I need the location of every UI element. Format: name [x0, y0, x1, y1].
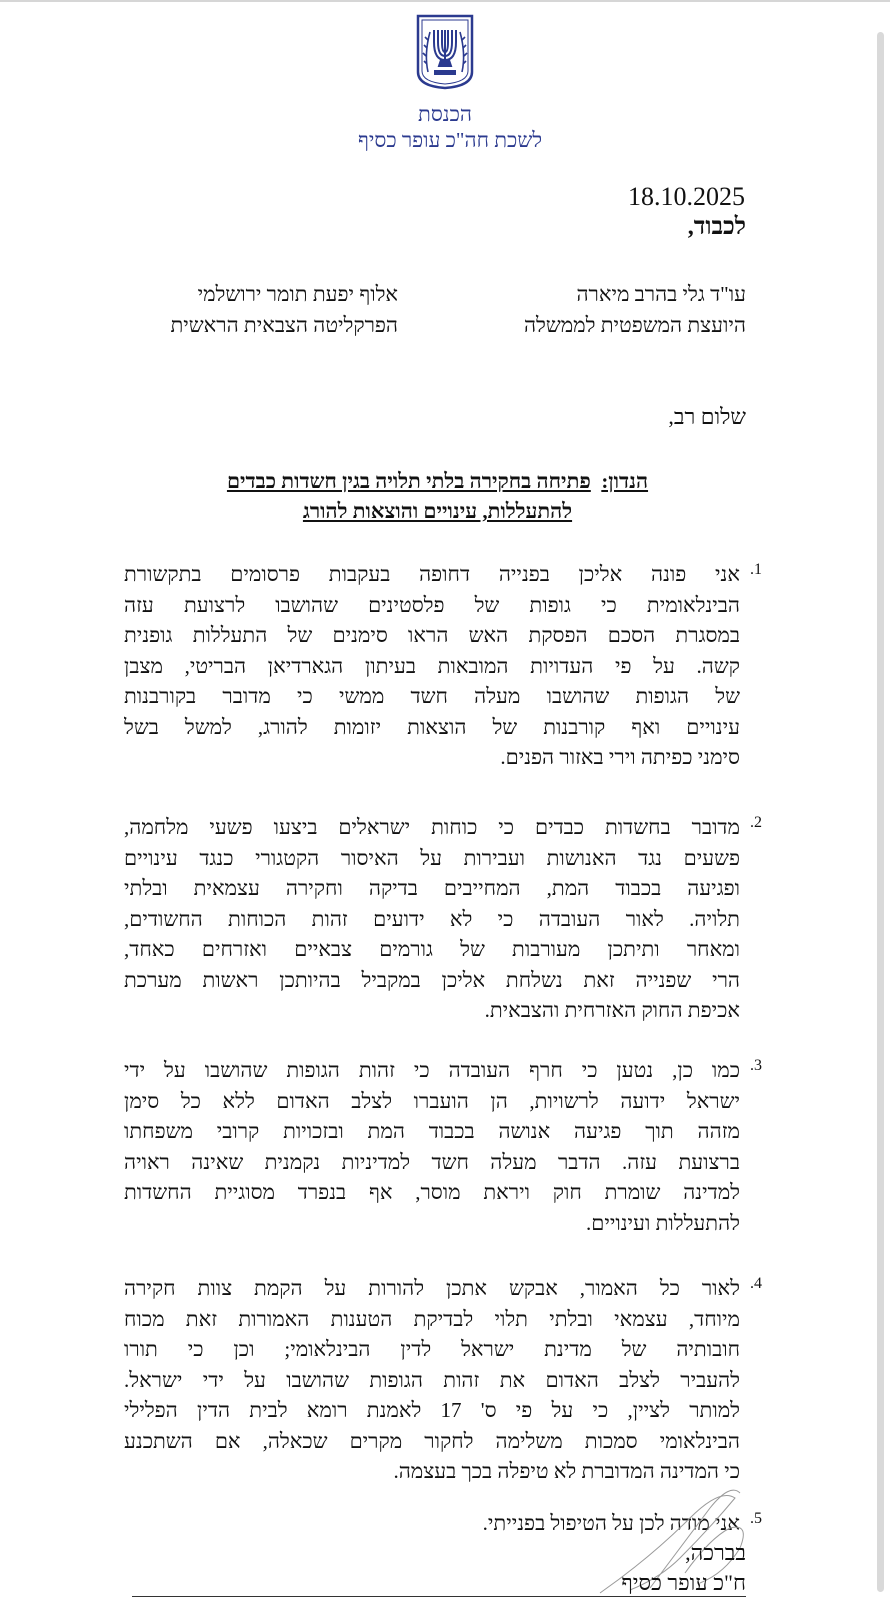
paragraph-line: ופגיעה בכבוד המת, המחייבים בדיקה וחקירה עצמאית ובלתי [124, 876, 740, 900]
paragraph-line: הרי שפנייה זאת נשלחת אליכן במקביל בהיותכן ראשות מערכת [124, 967, 740, 992]
subject-line-1 [130, 466, 745, 496]
paragraph-3 [124, 1055, 762, 1238]
paragraph-1 [124, 559, 762, 773]
paragraph-line: קשה. על פי העדויות המובאות בעיתון הגארדיאן הבריטי, מצבן [124, 653, 740, 678]
paragraph-line: מדובר בחשדות כבדים כי כוחות ישראלים ביצעו פשעי מלחמה, [124, 815, 740, 839]
subject-line-2 [130, 496, 745, 526]
letter-date: 18.10.2025 [628, 182, 745, 211]
closing-regards: בברכה, [685, 1540, 746, 1565]
recipient-2-name: אלוף יפעת תומר ירושלמי [197, 282, 398, 306]
subject-text-1: פתיחה בחקירה בלתי תלויה בגין חשדות כבדים [226, 469, 591, 493]
paragraph-line: ישראל ידועה לרשויות, הן הועברו לצלב האדום ללא כל סימן [124, 1088, 740, 1113]
paragraph-line: כי המדינה המדוברת לא טיפלה בכך בעצמה. [393, 1459, 740, 1483]
recipient-1-name: עו"ד גלי בהרב מיארה [576, 282, 746, 306]
letterhead-office: לשכת חה"כ עופר כסיף [357, 128, 543, 152]
menorah-emblem-icon [414, 14, 476, 90]
paragraph-line: למותר לציין, כי על פי ס' 17 לאמנת רומא לבית הדין הפלילי [124, 1398, 740, 1422]
paragraph-number: 2. [750, 814, 762, 831]
paragraph-line: לאור כל האמור, אבקש אתכן להורות על הקמת צוות חקירה [124, 1276, 740, 1300]
paragraph-line: אכיפת החוק האזרחית והצבאית. [484, 998, 740, 1022]
paragraph-number: 1. [750, 561, 762, 578]
paragraph-line: אני מודה לכן על הטיפול בפנייתי. [482, 1511, 740, 1535]
vertical-scrollbar[interactable] [877, 32, 884, 1592]
paragraph-line: תלויה. לאור העובדה כי לא ידועים זהות הכוחות החשודים, [124, 906, 740, 931]
paragraph-line: פשעים נגד האנושות ועבירות על האיסור הקטגורי כנגד עינויים [124, 845, 740, 870]
paragraph-4 [124, 1273, 762, 1487]
paragraph-line: למדינה שומרת חוק ויראת מוסר, אף בנפרד מסוגיית החשדות [124, 1180, 740, 1204]
subject-heading [130, 466, 745, 526]
recipient-1-title: היועצת המשפטית לממשלה [523, 313, 746, 337]
paragraph-line: להעביר לצלב האדום את זהות הגופות שהושבו על ידי ישראל. [124, 1367, 740, 1392]
letterhead-org: הכנסת [418, 102, 472, 126]
paragraph-line: להתעללות ועינויים. [585, 1210, 740, 1235]
paragraph-line: הבינלאומי סמכות משלימה לחקור מקרים שכאלה, אם השתכנע [124, 1428, 740, 1453]
paragraph-line: סימני כפיתה וירי באזור הפנים. [500, 745, 740, 769]
paragraph-line: עינויים ואף קורבנות של הוצאות יזומות להורג, למשל בשל [124, 714, 740, 739]
paragraph-number: 5. [750, 1510, 762, 1527]
to-label: לכבוד, [687, 214, 746, 240]
paragraph-2 [124, 812, 762, 1026]
paragraph-line: ברצועת עזה. הדבר מעלה חשד למדיניות נקמנית שאינה ראויה [124, 1149, 740, 1174]
window-top-border [0, 0, 890, 2]
paragraph-line: כמו כן, נטען כי חרף העובדה כי זהות הגופות שהושבו על ידי [124, 1058, 740, 1082]
subject-prefix: הנדון: [601, 469, 649, 493]
letterhead [0, 14, 890, 154]
paragraph-line: של הגופות שהושבו מעלה חשד ממשי כי מדובר בקורבנות [124, 684, 740, 708]
paragraph-line: הבינלאומית כי גופות של פלסטינים שהושבו לרצועת עזה [124, 592, 740, 617]
paragraph-line: חובותיה של מדינת ישראל לדין הבינלאומי; וכן כי תורו [124, 1337, 740, 1361]
signer-name: ח"כ עופר כסיף [621, 1570, 746, 1595]
recipient-2 [170, 279, 398, 341]
subject-text-2: להתעללות, עינויים והוצאות להורג [302, 499, 573, 523]
recipient-2-title: הפרקליטה הצבאית הראשית [170, 313, 398, 337]
paragraph-line: אני פונה אליכן בפנייה דחופה בעקבות פרסומים בתקשורת [124, 562, 740, 586]
paragraph-number: 3. [750, 1057, 762, 1074]
paragraph-line: מזהה תוך פגיעה אנושה בכבוד המת ובזכויות קרובי משפחתו [124, 1119, 740, 1143]
greeting: שלום רב, [668, 404, 746, 429]
recipient-1 [524, 279, 746, 341]
paragraph-line: במסגרת הסכם הפסקת האש הראו סימנים של התעללות גופנית [124, 623, 740, 647]
paragraph-line: ומאחר ותיתכן מעורבות של גורמים צבאיים ואזרחים כאחד, [124, 937, 740, 961]
paragraph-number: 4. [750, 1275, 762, 1292]
paragraph-line: מיוחד, עצמאי ובלתי תלוי לבדיקת הטענות האמורות זאת מכוח [124, 1306, 740, 1331]
signature-line [132, 1596, 746, 1597]
